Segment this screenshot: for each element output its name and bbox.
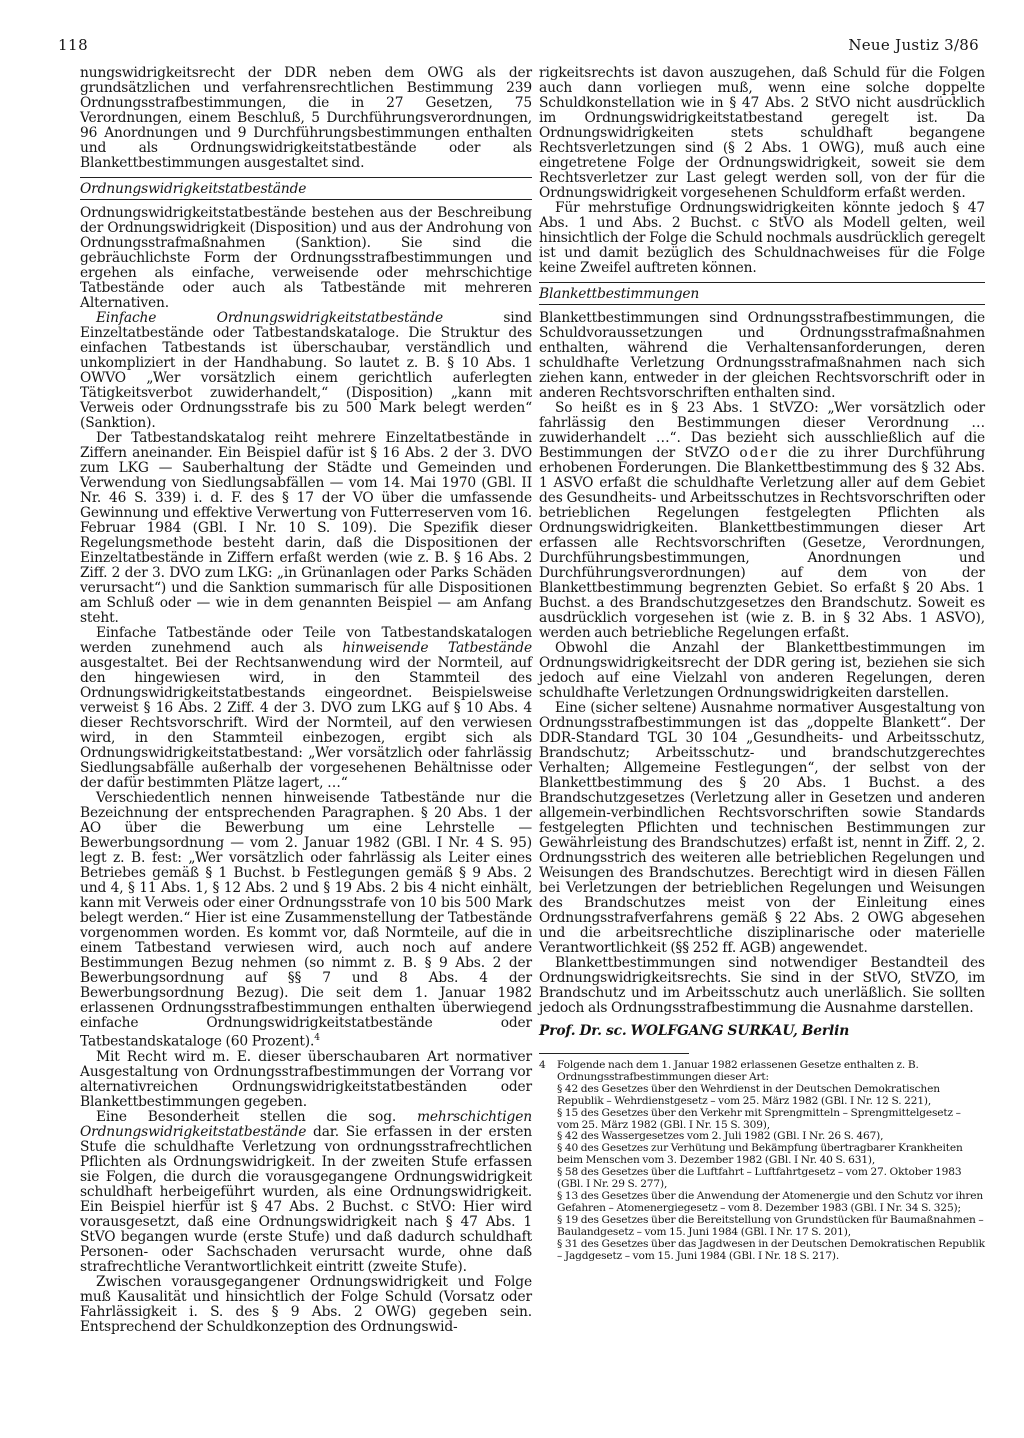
footnote (539, 1060, 985, 1262)
footnote-line: § 31 des Gesetzes über das Jagdwesen in der Deutschen Demokratischen Republik – Jagdgesetz – vom 15. Juni 1984 (GBl. I Nr. 18 S. 217). (557, 1237, 985, 1262)
emphasis: hinweisende Tatbestände (342, 640, 532, 656)
author-title: Prof. Dr. sc. (539, 1023, 631, 1039)
paragraph: Eine (sicher seltene) Ausnahme normativer Ausgestaltung von Ordnungsstrafbestimmungen ist das „doppelte Blankett“. Der DDR-Standard TGL 30 104 „Gesundheits- und Arbeitsschutz, Brandschutz; Arbeitsschutz- und brandschutzgerechtes Verhalten; Allgemeine Festlegungen“, der selbst von der Blankettbestimmung des § 20 Abs. 1 Buchst. a des Brandschutzgesetzes (Verletzung aller in Gesetzen und anderen allgemein-verbindlichen Rechtsvorschriften sowie Standards festgelegten Pflichten und technischen Bestimmungen zur Gewährleistung des Brandschutzes) erfaßt ist, nennt in Ziff. 2, 2. Ordnungsstrich des weiteren alle betrieblichen Regelungen und Weisungen des Brandschutzes. Berechtigt wird in diesen Fällen bei Verletzungen der betrieblichen Regelungen und Weisungen des Brandschutzes meist von der Einleitung eines Ordnungsstrafverfahrens gemäß § 22 Abs. 2 OWG abgesehen und die arbeitsrechtliche disziplinarische oder materielle Verantwortlichkeit (§§ 252 ff. AGB) angewendet. (539, 700, 985, 956)
paragraph-text: Einfache Tatbestände oder Teile von Tatbestandskatalogen werden zunehmend auch als (80, 625, 532, 656)
paragraph (80, 791, 532, 1050)
paragraph-text: So heißt es in § 23 Abs. 1 StVZO: „Wer vorsätzlich oder fahrlässig den Bestimmungen dieser Verordnung … zuwiderhandelt …“. Das bezieht sich ausschließlich auf die Bestimmungen der StVZO (539, 400, 985, 461)
emphasis: mehrschichtigen Ordnungswidrigkeitstatbestände (80, 1108, 532, 1140)
section-rule (539, 304, 985, 305)
section-heading: Ordnungswidrigkeitstatbestände (80, 181, 307, 197)
paragraph: Obwohl die Anzahl der Blankettbestimmungen im Ordnungswidrigkeitsrecht der DDR gering ist, beziehen sie sich jedoch auf eine Vielzahl von anderen Regelungen, deren schuldhafte Verletzungen Ordnungswidrigkeiten darstellen. (539, 640, 985, 701)
left-column (80, 66, 532, 1335)
page-number: 118 (58, 36, 89, 54)
emphasis: Einfache Ordnungswidrigkeitstatbestände (96, 310, 443, 326)
footnote-line: § 13 des Gesetzes über die Anwendung der Atomenergie und den Schutz vor ihren Gefahren – Atomenergiegesetz – vom 8. Dezember 1983 (GBl. I Nr. 34 S. 325); (557, 1189, 984, 1214)
paragraph-text: Verschiedentlich nennen hinweisende Tatbestände nur die Bezeichnung der entsprechenden Paragraphen. § 20 Abs. 1 der AO über die Bewerbung um eine Lehrstelle — Bewerbungsordnung — vom 2. Januar 1982 (GBl. I Nr. 4 S. 95) legt z. B. fest: „Wer vorsätzlich oder fahrlässig als Leiter eines Betriebes gemäß § 1 Buchst. b Festlegungen gemäß § 9 Abs. 2 und 4, § 11 Abs. 1, § 12 Abs. 2 und § 19 Abs. 2 bis 4 nicht einhält, kann mit Verweis oder einer Ordnungsstrafe von 10 bis 500 Mark belegt werden.“ Hier ist eine Zusammenstellung der Tatbestände vorgenommen worden. Es kommt vor, daß Normteile, auf die in einem Tatbestand verwiesen wird, auch noch auf andere Bestimmungen Bezug nehmen (so nimmt z. B. § 9 Abs. 2 der Bewerbungsordnung auf §§ 7 und 8 Abs. 4 der Bewerbungsordnung Bezug). Die seit dem 1. Januar 1982 erlassenen Ordnungsstrafbestimmungen enthalten überwiegend einfache Ordnungswidrigkeitstatbestände oder Tatbestandskataloge (60 Prozent). (80, 790, 532, 1050)
footnote-line: § 19 des Gesetzes über die Bereitstellung von Grundstücken für Baumaßnahmen – Baulandgesetz – vom 15. Juni 1984 (GBl. I Nr. 17 S. 201), (557, 1213, 984, 1238)
footnote-line: § 42 des Gesetzes über den Wehrdienst in der Deutschen Demokratischen Republik – Wehrdienstgesetz – vom 25. März 1982 (GBl. I Nr. 12 S. 221), (557, 1082, 940, 1107)
footnote-number: 4 (539, 1059, 546, 1071)
paragraph: Für mehrstufige Ordnungswidrigkeiten könnte jedoch § 47 Abs. 1 und Abs. 2 Buchst. c StVO als Modell gelten, weil hinsichtlich der Folge die Schuld nochmals ausdrücklich geregelt ist und damit bezüglich des Schuldnachweises für die Folge keine Zweifel auftreten können. (539, 200, 985, 276)
paragraph-text: sind Einzeltatbestände oder Tatbestandskataloge. Die Struktur des einfachen Tatbestands ist überschaubar, verständlich und unkompliziert in der Handhabung. So lautet z. B. § 10 Abs. 1 OWVO „Wer vorsätzlich einem gerichtlich auferlegten Tätigkeitsverbot zuwiderhandelt,“ (Disposition) „kann mit Verweis oder Ordnungsstrafe bis zu 500 Mark belegt werden“ (Sanktion). (80, 310, 532, 431)
paragraph: rigkeitsrechts ist davon auszugehen, daß Schuld für die Folgen auch dann vorliegen muß, wenn eine solche doppelte Schuldkonstellation wie in § 47 Abs. 2 StVO nicht ausdrücklich im Ordnungswidrigkeitstatbestand geregelt ist. Da Ordnungswidrigkeiten stets schuldhaft begangene Rechtsverletzungen sind (§ 2 Abs. 1 OWG), muß auch eine eingetretene Folge der Ordnungswidrigkeit, soweit sie dem Rechtsverletzer zur Last gelegt werden soll, von der für die Ordnungswidrigkeit vorgesehenen Schuldform erfaßt werden. (539, 65, 985, 201)
paragraph (80, 1110, 532, 1275)
spaced-emphasis: oder (739, 445, 779, 461)
paragraph: nungswidrigkeitsrecht der DDR neben dem OWG als der grundsätzlichen und verfahrensrechtlichen Bestimmung 239 Ordnungsstrafbestimmungen, die in 27 Gesetzen, 75 Verordnungen, einem Beschluß, 5 Durchführungsverordnungen, 96 Anordnungen und 9 Durchführungsbestimmungen enthalten und als Ordnungswidrigkeitstatbestände oder als Blankettbestimmungen ausgestaltet sind. (80, 65, 532, 171)
footnote-line: § 58 des Gesetzes über die Luftfahrt – Luftfahrtgesetz – vom 27. Oktober 1983 (GBl. I Nr. 29 S. 277), (557, 1166, 962, 1191)
paragraph: Mit Recht wird m. E. dieser überschaubaren Art normativer Ausgestaltung von Ordnungsstrafbestimmungen der Vorrang vor alternativreichen Ordnungswidrigkeitstatbeständen oder Blankettbestimmungen gegeben. (80, 1048, 532, 1110)
paragraph: Der Tatbestandskatalog reiht mehrere Einzeltatbestände in Ziffern aneinander. Ein Beispiel dafür ist § 16 Abs. 2 der 3. DVO zum LKG — Sauberhaltung der Städte und Gemeinden und Verwendung von Siedlungsabfällen — vom 14. Mai 1970 (GBl. II Nr. 46 S. 339) i. d. F. des § 17 der VO über die umfassende Gewinnung und effektive Verwertung von Futterreserven vom 16. Februar 1984 (GBl. I Nr. 10 S. 109). Die Spezifik dieser Regelungsmethode besteht darin, daß die Dispositionen der Einzeltatbestände in Ziffern erfaßt werden (wie z. B. § 16 Abs. 2 Ziff. 2 der 3. DVO zum LKG: „in Grünanlagen oder Parks Schäden verursacht“) und die Sanktion summarisch für alle Dispositionen am Schluß oder — wie in dem genannten Beispiel — am Anfang steht. (80, 430, 532, 626)
section-heading: Blankettbestimmungen (539, 286, 700, 302)
footnote-line: § 42 des Wassergesetzes vom 2. Juli 1982 (GBl. I Nr. 26 S. 467), (557, 1130, 884, 1143)
paragraph-text: die zu ihrer Durchführung erhobenen Forderungen. Die Blankettbestimmung des § 32 Abs. 1 ASVO erfaßt die schuldhafte Verletzung aller auf dem Gebiet des Gesundheits- und Arbeitsschutzes in Rechtsvorschriften oder betrieblichen Regelungen festgelegten Pflichten als Ordnungswidrigkeiten. Blankettbestimmungen dieser Art erfassen alle Rechtsvorschriften (Gesetze, Verordnungen, Durchführungsbestimmungen, Anordnungen und Durchführungsverordnungen) auf dem von der Blankettbestimmung begrenzten Gebiet. So erfaßt § 20 Abs. 1 Buchst. a des Brandschutzgesetzes den Brandschutz. Soweit es ausdrücklich vorgesehen ist (wie z. B. in § 32 Abs. 1 ASVO), werden auch betriebliche Regelungen erfaßt. (539, 445, 986, 641)
section-rule (80, 177, 532, 178)
paragraph (80, 626, 532, 791)
footnote-line: Folgende nach dem 1. Januar 1982 erlassenen Gesetze enthalten z. B. Ordnungsstrafbestimmungen dieser Art: (557, 1059, 919, 1083)
paragraph: Ordnungswidrigkeitstatbestände bestehen aus der Beschreibung der Ordnungswidrigkeit (Disposition) und aus der Androhung von Ordnungsstrafmaßnahmen (Sanktion). Sie sind die gebräuchlichste Form der Ordnungsstrafbestimmungen und ergehen als einfache, verweisende oder mehrschichtige Tatbestände oder auch als Tatbestände mit mehreren Alternativen. (80, 205, 532, 311)
author-location: , Berlin (792, 1023, 850, 1039)
page-header (58, 36, 979, 60)
paragraph: Blankettbestimmungen sind Ordnungsstrafbestimmungen, die Schuldvoraussetzungen und Ordnungsstrafmaßnahmen enthalten, während die Verhaltensanforderungen, deren schuldhafte Verletzung Ordnungsstrafmaßnahmen nach sich ziehen kann, entweder in der gleichen Rechtsvorschrift oder in anderen Rechtsvorschriften enthalten sind. (539, 310, 985, 401)
footnote-reference: 4 (314, 1033, 320, 1043)
paragraph (539, 401, 985, 641)
paragraph: Blankettbestimmungen sind notwendiger Bestandteil des Ordnungswidrigkeitsrechts. Sie sind in der StVO, StVZO, im Brandschutz und im Arbeitsschutz auch unerläßlich. Sie sollten jedoch als Ordnungsstrafbestimmung die Ausnahme darstellen. (539, 955, 985, 1016)
author-name: WOLFGANG SURKAU (630, 1023, 793, 1039)
journal-title: Neue Justiz 3/86 (848, 36, 979, 54)
section-rule (539, 282, 985, 283)
paragraph-text: Eine Besonderheit stellen die sog. (96, 1108, 417, 1125)
right-column (539, 66, 985, 1262)
footnote-body (557, 1060, 985, 1262)
footnote-line: § 15 des Gesetzes über den Verkehr mit Sprengmitteln – Sprengmittelgesetz – vom 25. März 1982 (GBl. I Nr. 15 S. 309), (557, 1106, 961, 1131)
paragraph (80, 311, 532, 431)
footnote-divider (539, 1053, 689, 1054)
paragraph-text: dar. Sie erfassen in der ersten Stufe die schuldhafte Verletzung von ordnungsstrafrechtlichen Pflichten als Ordnungswidrigkeit. In der zweiten Stufe erfassen sie Folgen, die durch die vorausgegangene Ordnungswidrigkeit schuldhaft herbeigeführt wurden, als eine Ordnungswidrigkeit. Ein Beispiel hierfür ist § 47 Abs. 2 Buchst. c StVO: Hier wird vorausgesetzt, daß eine Ordnungswidrigkeit nach § 47 Abs. 1 StVO begangen wurde (erste Stufe) und daß dadurch schuldhaft Personen- oder Sachschaden verursacht wurde, ohne daß strafrechtliche Verantwortlichkeit eintritt (zweite Stufe). (80, 1123, 532, 1275)
author-signature (539, 1024, 985, 1039)
paragraph: Zwischen vorausgegangener Ordnungswidrigkeit und Folge muß Kausalität und hinsichtlich der Folge Schuld (Vorsatz oder Fahrlässigkeit i. S. des § 9 Abs. 2 OWG) gegeben sein. Entsprechend der Schuldkonzeption des Ordnungswid- (80, 1273, 532, 1335)
footnote-line: § 40 des Gesetzes zur Verhütung und Bekämpfung übertragbarer Krankheiten beim Menschen vom 3. Dezember 1982 (GBl. I Nr. 40 S. 631), (557, 1142, 963, 1167)
paragraph-text: ausgestaltet. Bei der Rechtsanwendung wird der Normteil, auf den hingewiesen wird, in den Stammteil des Ordnungswidrigkeitstatbestands eingeordnet. Beispielsweise verweist § 16 Abs. 2 Ziff. 4 der 3. DVO zum LKG auf § 10 Abs. 4 dieser Rechtsvorschrift. Wird der Normteil, auf den verwiesen wird, in den Stammteil einbezogen, ergibt sich als Ordnungswidrigkeitstatbestand: „Wer vorsätzlich oder fahrlässig Siedlungsabfälle außerhalb der vorgesehenen Behältnisse oder der dafür bestimmten Plätze lagert, …“ (80, 655, 532, 791)
section-rule (80, 199, 532, 200)
